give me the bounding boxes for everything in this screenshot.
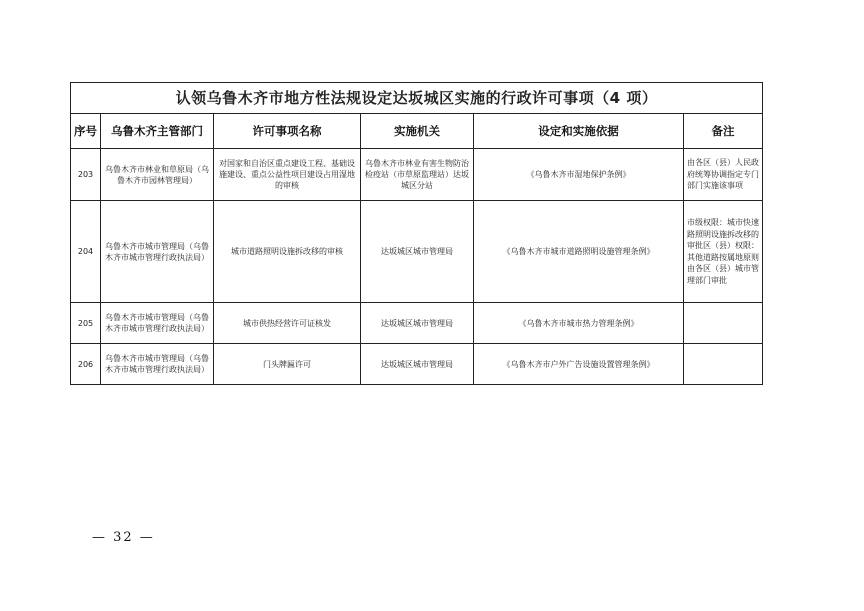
row-basis: 《乌鲁木齐市城市道路照明设施管理条例》: [474, 201, 684, 303]
row-dept: 乌鲁木齐市城市管理局（乌鲁木齐市城市管理行政执法局）: [101, 201, 214, 303]
row-name: 门头牌匾许可: [214, 344, 361, 385]
row-number: 206: [71, 344, 101, 385]
row-dept: 乌鲁木齐市城市管理局（乌鲁木齐市城市管理行政执法局）: [101, 303, 214, 344]
header-seq: 序号: [71, 114, 101, 149]
header-dept: 乌鲁木齐主管部门: [101, 114, 214, 149]
header-agency: 实施机关: [361, 114, 474, 149]
permit-table: [70, 82, 763, 385]
row-number: 205: [71, 303, 101, 344]
table-title: 认领乌鲁木齐市地方性法规设定达坂城区实施的行政许可事项（4 项）: [71, 83, 763, 114]
table-row: [71, 303, 763, 344]
row-note: [684, 303, 763, 344]
row-agency: 达坂城区城市管理局: [361, 303, 474, 344]
row-agency: 达坂城区城市管理局: [361, 201, 474, 303]
row-basis: 《乌鲁木齐市户外广告设施设置管理条例》: [474, 344, 684, 385]
row-note: [684, 344, 763, 385]
row-number: 204: [71, 201, 101, 303]
header-basis: 设定和实施依据: [474, 114, 684, 149]
row-note: 市级权限：城市快速路照明设施拆改移的审批区（县）权限：其他道路按属地原则由各区（县）城市管理部门审批: [684, 201, 763, 303]
page-number: — 32 —: [92, 530, 155, 545]
row-note: 由各区（县）人民政府统筹协调指定专门部门实施该事项: [684, 149, 763, 201]
row-number: 203: [71, 149, 101, 201]
header-note: 备注: [684, 114, 763, 149]
row-dept: 乌鲁木齐市林业和草原局（乌鲁木齐市园林管理局）: [101, 149, 214, 201]
header-row: [71, 114, 763, 149]
table-row: [71, 149, 763, 201]
row-basis: 《乌鲁木齐市城市热力管理条例》: [474, 303, 684, 344]
permit-table-section: [70, 82, 762, 385]
row-basis: 《乌鲁木齐市湿地保护条例》: [474, 149, 684, 201]
row-agency: 乌鲁木齐市林业有害生物防治检疫站（市草原监理站）达坂城区分站: [361, 149, 474, 201]
table-row: [71, 201, 763, 303]
header-name: 许可事项名称: [214, 114, 361, 149]
row-name: 对国家和自治区重点建设工程、基础设施建设、重点公益性项目建设占用湿地的审核: [214, 149, 361, 201]
table-row: [71, 344, 763, 385]
row-name: 城市供热经营许可证核发: [214, 303, 361, 344]
row-dept: 乌鲁木齐市城市管理局（乌鲁木齐市城市管理行政执法局）: [101, 344, 214, 385]
row-name: 城市道路照明设施拆改移的审核: [214, 201, 361, 303]
row-agency: 达坂城区城市管理局: [361, 344, 474, 385]
